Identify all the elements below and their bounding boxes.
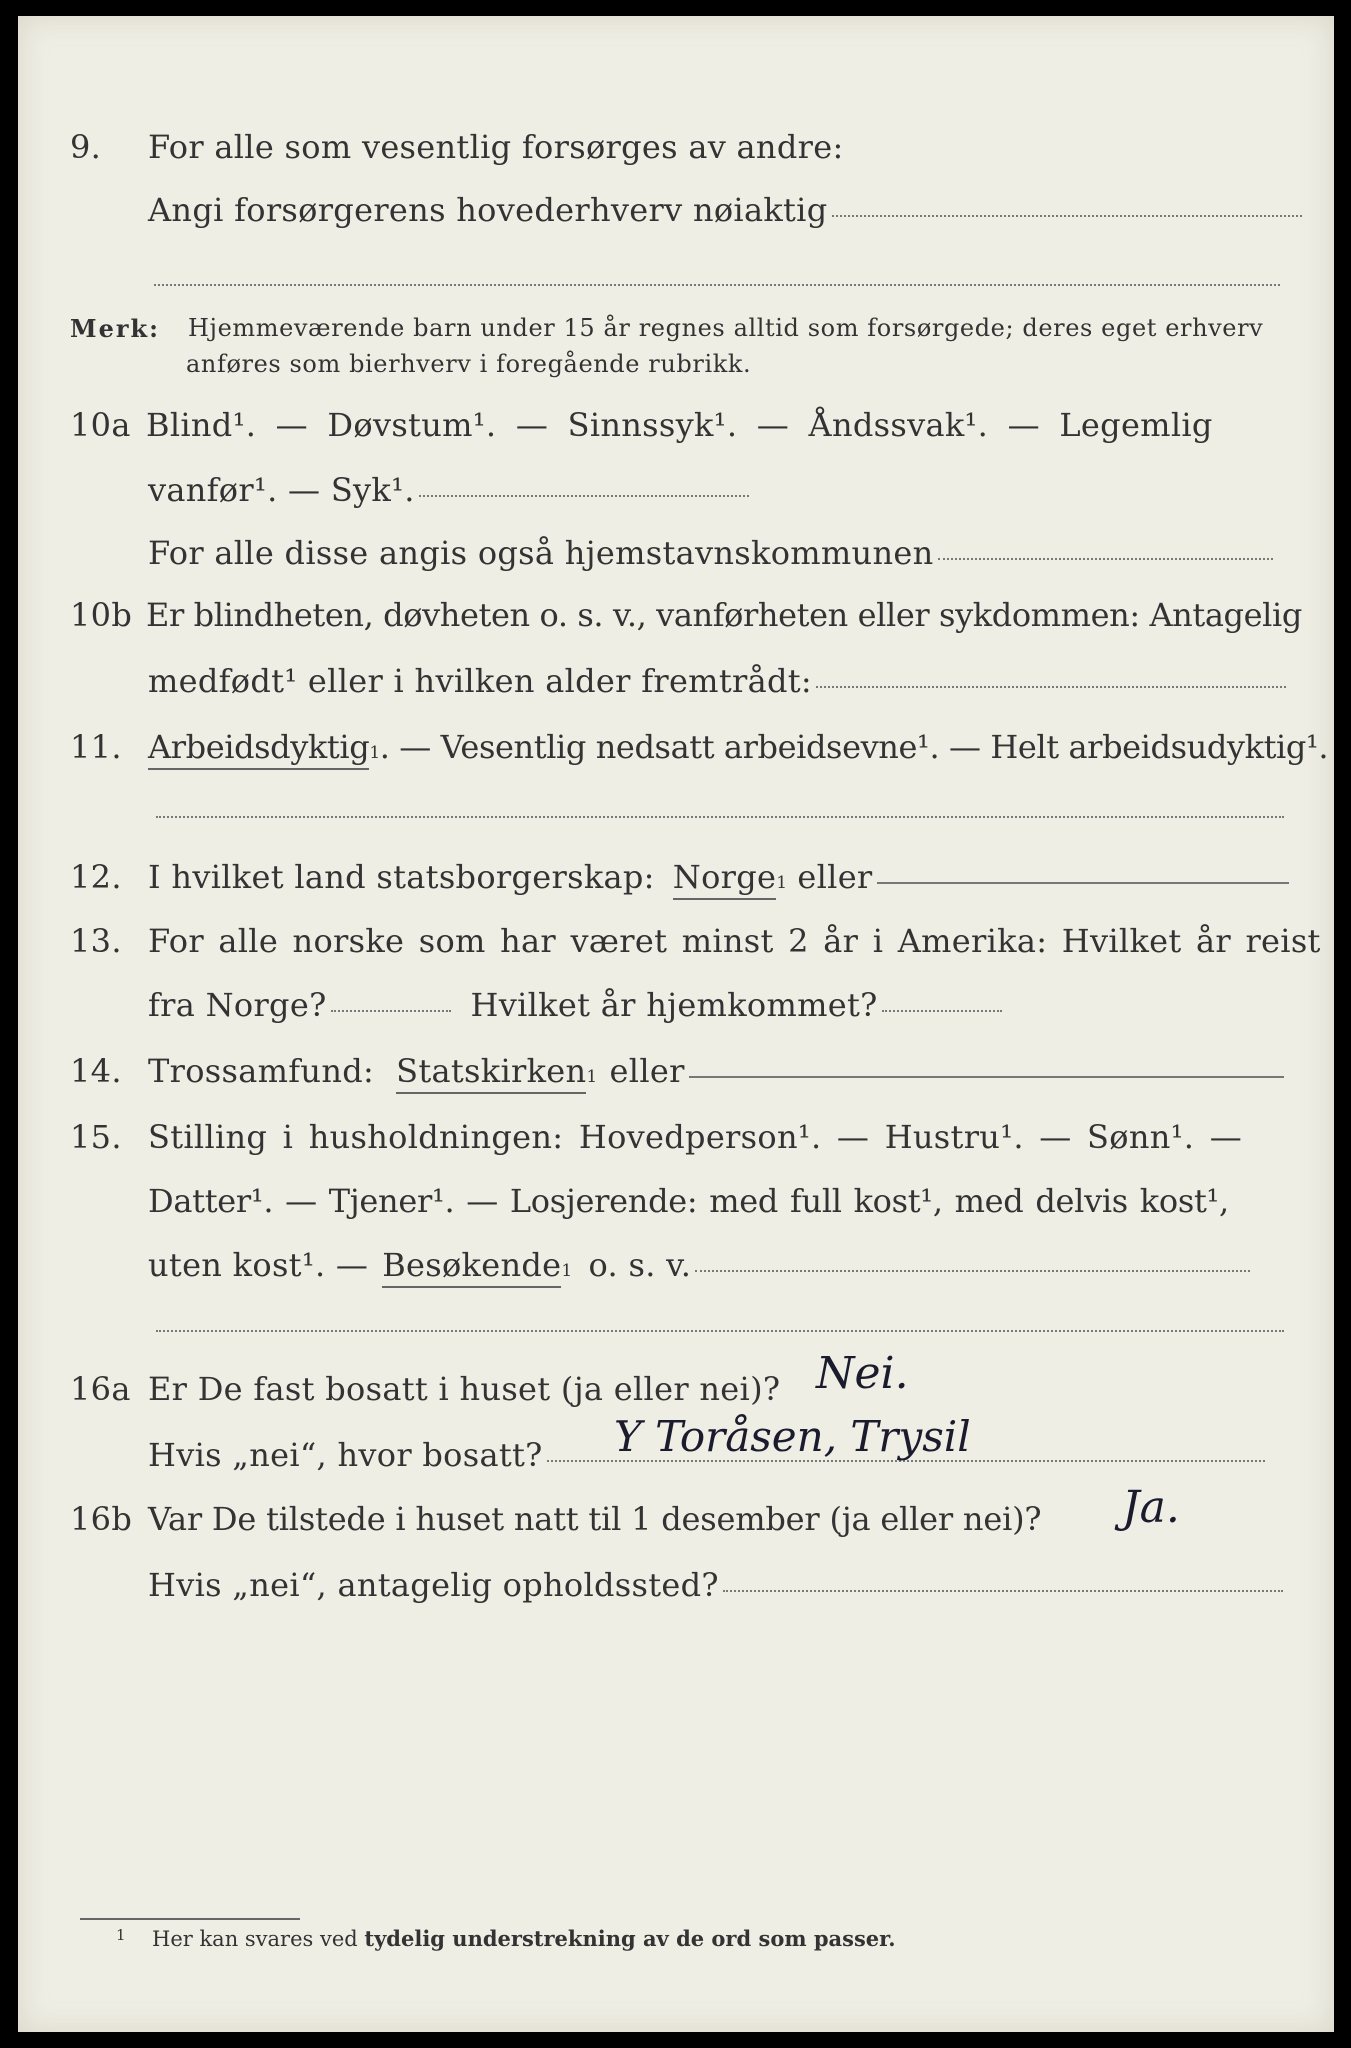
q13-reist-field[interactable] (331, 1009, 451, 1012)
q12-text: I hvilket land statsborgerskap: (148, 858, 655, 896)
q12-eller: eller (797, 858, 873, 896)
q10a-text-1: Blind¹. — Døvstum¹. — Sinnssyk¹. — Åndssvak¹. — Legemlig (146, 406, 1213, 444)
q16a-text-1: Er De fast bosatt i huset (ja eller nei)? (148, 1370, 781, 1408)
q9-text-2: Angi forsørgerens hovederhverv nøiaktig (148, 191, 828, 229)
q13-text-2b: Hvilket år hjemkommet? (470, 986, 878, 1024)
q13-number: 13. (70, 922, 122, 960)
q13-hjemkommet-field[interactable] (882, 1009, 1002, 1012)
q10b-text-2: medfødt¹ eller i hvilken alder fremtrådt: (148, 662, 812, 700)
q15-text-1: Stilling i husholdningen: Hovedperson¹. — Hustru¹. — Sønn¹. — (148, 1118, 1243, 1156)
q14-text: Trossamfund: (148, 1052, 375, 1090)
q14-number: 14. (70, 1052, 122, 1090)
q16a-answer-2[interactable]: Y Toråsen, Trysil (614, 1412, 971, 1461)
footnote-mark: 1 (116, 1926, 126, 1944)
q10a-answer-field[interactable] (419, 494, 749, 497)
q15-text-2: Datter¹. — Tjener¹. — Losjerende: med full kost¹, med delvis kost¹, (148, 1182, 1229, 1220)
q10b-text-1: Er blindheten, døvheten o. s. v., vanførheten eller sykdommen: Antagelig (146, 596, 1302, 634)
q10a-number: 10a (70, 406, 131, 444)
q12-number: 12. (70, 858, 122, 896)
q9-extra-line[interactable] (154, 284, 1280, 286)
q13-text-1: For alle norske som har været minst 2 år i Amerika: Hvilket år reist (148, 922, 1321, 960)
q15-besokende-option[interactable]: Besøkende (382, 1246, 561, 1288)
footnote-text-bold: tydelig understrekning av de ord som passer. (364, 1926, 896, 1951)
q16a-text-2: Hvis „nei“, hvor bosatt? (148, 1436, 543, 1474)
q11-extra-line[interactable] (156, 816, 1284, 818)
q9-text-1: For alle som vesentlig forsørges av andre: (148, 128, 844, 166)
q9-answer-field[interactable] (832, 214, 1302, 217)
q10a-kommune-field[interactable] (938, 557, 1273, 560)
q11-number: 11. (70, 728, 122, 766)
q15-answer-field[interactable] (695, 1269, 1250, 1272)
q15-text-3a: uten kost¹. — (148, 1246, 369, 1284)
q12-answer-field[interactable] (877, 882, 1289, 884)
q11-arbeidsdyktig-option[interactable]: Arbeidsdyktig (148, 728, 369, 770)
q9-number: 9. (70, 128, 102, 166)
footnote-divider (80, 1918, 300, 1920)
merk-text-2: anføres som bierhverv i foregående rubrikk. (186, 350, 752, 378)
q13-text-2a: fra Norge? (148, 986, 327, 1024)
q15-extra-line[interactable] (156, 1330, 1284, 1332)
q16a-number: 16a (70, 1370, 131, 1408)
q10b-answer-field[interactable] (816, 685, 1286, 688)
q10b-number: 10b (70, 596, 133, 634)
q12-norge-option[interactable]: Norge (673, 858, 776, 900)
q16b-answer-1[interactable]: Ja. (1122, 1482, 1180, 1533)
q10a-text-3: For alle disse angis også hjemstavnskommunen (148, 534, 934, 572)
q15-number: 15. (70, 1118, 122, 1156)
q14-statskirken-option[interactable]: Statskirken (396, 1052, 586, 1094)
q16a-answer-1[interactable]: Nei. (816, 1348, 909, 1399)
merk-label: Merk: (70, 314, 160, 343)
q16b-text-2: Hvis „nei“, antagelig opholdssted? (148, 1566, 719, 1604)
q10a-text-2: vanfør¹. — Syk¹. (148, 471, 415, 509)
merk-text-1: Hjemmeværende barn under 15 år regnes alltid som forsørgede; deres eget erhverv (188, 314, 1264, 342)
q15-text-3c: o. s. v. (588, 1246, 692, 1284)
q16b-text-1: Var De tilstede i huset natt til 1 desember (ja eller nei)? (148, 1500, 1042, 1538)
q14-eller: eller (609, 1052, 685, 1090)
q16b-opholdssted-field[interactable] (723, 1589, 1283, 1592)
q14-answer-field[interactable] (689, 1076, 1284, 1078)
footnote-text (152, 1926, 896, 1951)
q11-text-rest: . — Vesentlig nedsatt arbeidsevne¹. — Helt arbeidsudyktig¹. (379, 728, 1329, 766)
census-form-page: 9. For alle som vesentlig forsørges av andre: Angi forsørgerens hovederhverv nøiaktig Merk: Hjemmeværende barn under 15 år regnes alltid som forsørgede; deres eget erhverv anføres som bierhverv i foregående rubrikk. 10a Blind¹. — Døvstum¹. — Sinnssyk¹. — Åndssvak¹. — Legemlig vanfør¹. — Syk¹. For alle disse angis også hjemstavnskommunen 10b Er blindheten, døvheten o. s. v., vanførheten eller sykdommen: Antagelig medfødt¹ eller i hvilken alder fremtrådt: 11. Arbeidsdyktig 1 . — Vesentlig nedsatt arbeidsevne¹. — Helt arbeidsudyktig¹. 12. I hvilket land statsborgerskap: Norge 1 eller 13. For alle norske som har været minst 2 år i Amerika: Hvilket år reist fra Norge? Hvilket år hjemkommet? 14. Trossamfund: Statskirken 1 eller 15. Stilling i husholdningen: Hovedperson¹. — Hustru¹. — Sønn¹. — Datter¹. — Tjener¹. — Losjerende: med full kost¹, med delvis kost¹, uten kost¹. — Besøkende 1 o. s. v. 16a Er De fast bosatt i huset (ja eller nei)? Nei. Hvis „nei“, hvor bosatt? Y Toråsen, Trysil 16b Var De tilstede i huset natt til 1 desember (ja eller nei)? Ja. Hvis „nei“, antagelig opholdssted? 1 Her kan svares ved tydelig understrekning av de ord som passer. (18, 16, 1334, 2032)
q16b-number: 16b (70, 1500, 133, 1538)
footnote-text-plain: Her kan svares ved (152, 1927, 358, 1951)
